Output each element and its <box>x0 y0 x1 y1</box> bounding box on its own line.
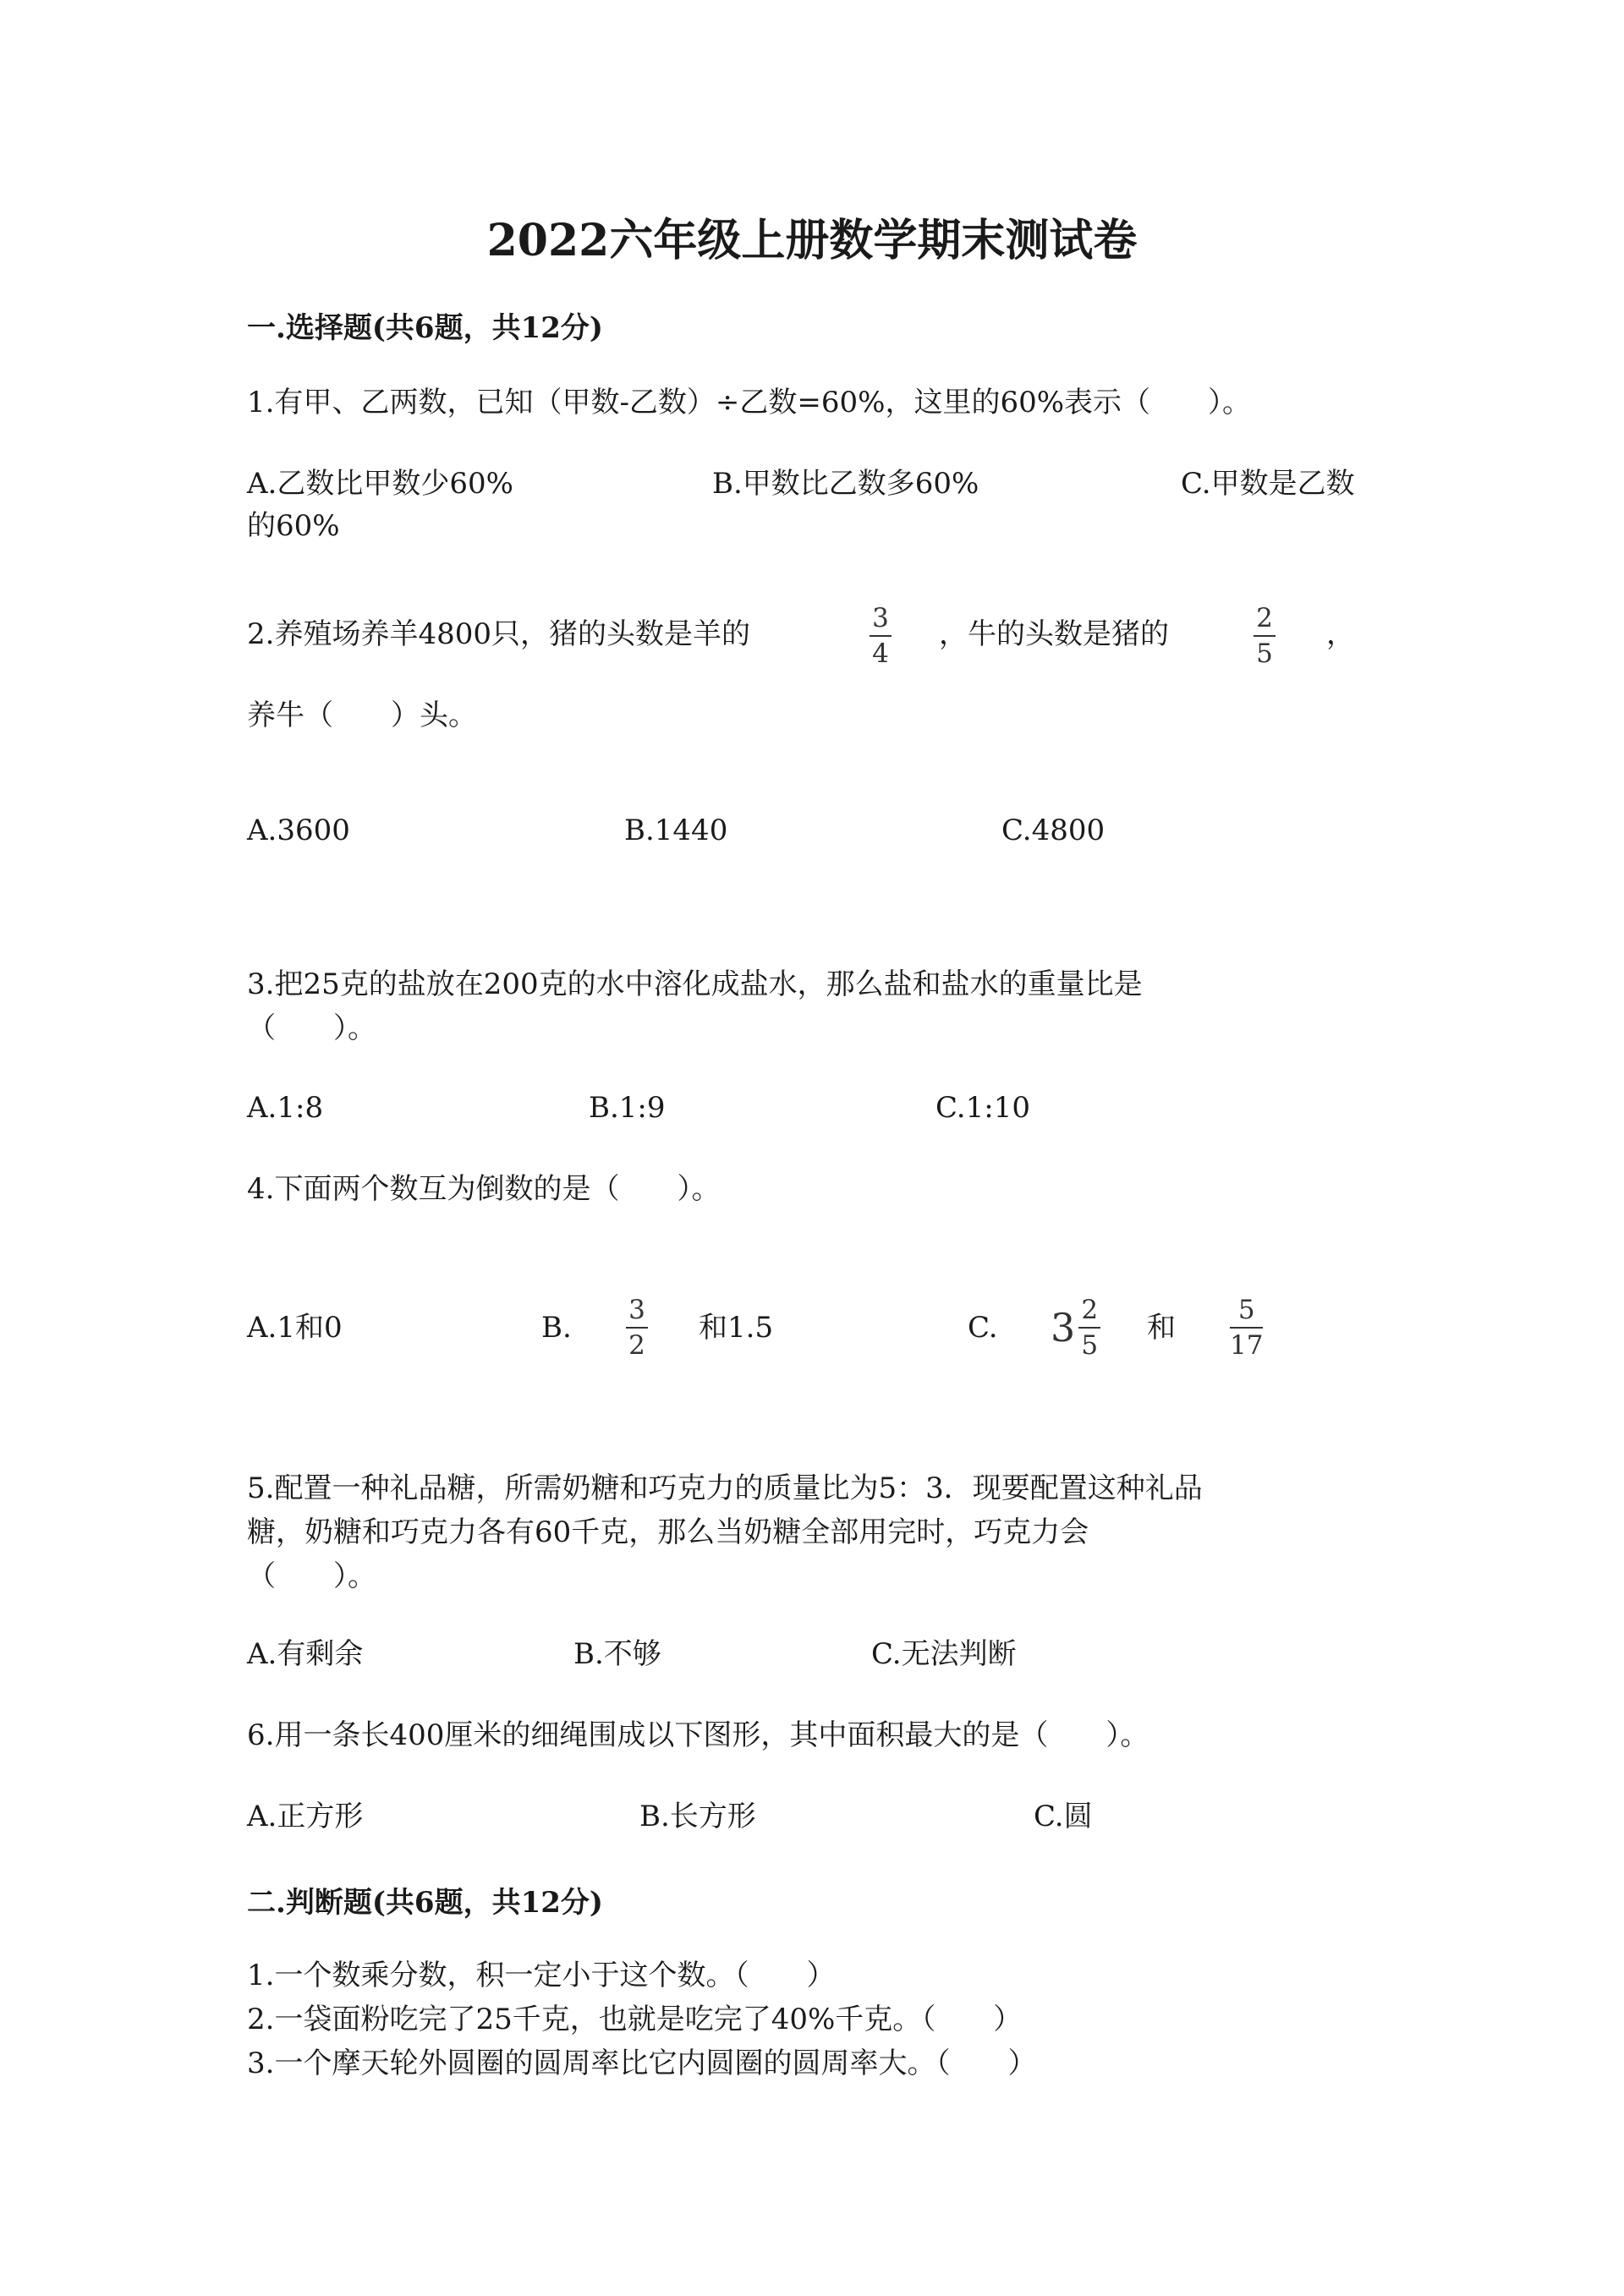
q4-stem: 4.下面两个数互为倒数的是（ ）。 <box>247 1172 721 1206</box>
fraction-numerator: 3 <box>872 603 889 633</box>
fraction-denominator: 5 <box>1256 638 1273 669</box>
q5-option-a: A.有剩余 <box>247 1637 364 1671</box>
q4-option-b-fraction <box>626 1296 648 1360</box>
q2-stem-part3: ， <box>1326 617 1355 651</box>
q4-option-b-label: B. <box>541 1311 572 1345</box>
q1-option-c: C.甲数是乙数 <box>1181 467 1355 501</box>
q2-stem-line2: 养牛（ ）头。 <box>247 699 477 732</box>
q3-option-a: A.1:8 <box>247 1091 324 1125</box>
q2-fraction-2-5 <box>1254 604 1276 668</box>
q2-stem-part1: 2.养殖场养羊4800只，猪的头数是羊的 <box>247 617 750 651</box>
q6-option-a: A.正方形 <box>247 1800 364 1833</box>
fraction-numerator: 2 <box>1256 603 1273 633</box>
q3-option-c: C.1:10 <box>935 1091 1030 1125</box>
judgement-item-1: 1.一个数乘分数，积一定小于这个数。（ ） <box>247 1959 836 1992</box>
section-header-choice: 一.选择题(共6题，共12分) <box>247 311 603 345</box>
q4-option-c-mixed-number <box>1051 1296 1100 1360</box>
q4-option-c-fraction-5-17 <box>1230 1296 1263 1360</box>
q1-stem: 1.有甲、乙两数，已知（甲数-乙数）÷乙数=60%，这里的60%表示（ ）。 <box>247 386 1252 419</box>
q3-stem-line2: （ ）。 <box>247 1011 376 1045</box>
q4-option-b-tail: 和1.5 <box>699 1311 774 1345</box>
fraction-denominator: 4 <box>872 638 889 669</box>
fraction-numerator: 5 <box>1237 1295 1255 1325</box>
q5-stem-line2: 糖，奶糖和巧克力各有60千克，那么当奶糖全部用完时，巧克力会 <box>247 1515 1089 1549</box>
q1-option-b: B.甲数比乙数多60% <box>712 467 979 501</box>
q2-fraction-3-4 <box>870 604 892 668</box>
fraction-bar <box>1254 635 1276 637</box>
q2-stem-part2: ，牛的头数是猪的 <box>939 617 1169 651</box>
q4-option-c-and: 和 <box>1147 1311 1176 1345</box>
q1-option-a: A.乙数比甲数少60% <box>247 467 513 501</box>
q2-option-a: A.3600 <box>247 814 350 847</box>
q5-option-c: C.无法判断 <box>871 1637 1017 1671</box>
fraction-denominator: 2 <box>628 1330 645 1361</box>
q6-option-c: C.圆 <box>1034 1800 1093 1833</box>
q2-option-b: B.1440 <box>624 814 728 847</box>
q4-option-a: A.1和0 <box>247 1311 343 1345</box>
fraction-denominator: 17 <box>1230 1330 1264 1361</box>
q6-option-b: B.长方形 <box>639 1800 756 1833</box>
q6-stem: 6.用一条长400厘米的细绳围成以下图形，其中面积最大的是（ ）。 <box>247 1718 1149 1752</box>
section-header-judgement: 二.判断题(共6题，共12分) <box>247 1886 603 1920</box>
q4-option-c-label: C. <box>968 1311 998 1345</box>
fraction-bar <box>626 1327 648 1329</box>
q5-stem-line3: （ ）。 <box>247 1559 376 1593</box>
judgement-item-3: 3.一个摩天轮外圆圈的圆周率比它内圆圈的圆周率大。（ ） <box>247 2047 1037 2080</box>
q3-option-b: B.1:9 <box>589 1091 666 1125</box>
q5-stem-line1: 5.配置一种礼品糖，所需奶糖和巧克力的质量比为5：3．现要配置这种礼品 <box>247 1471 1203 1505</box>
q2-option-c: C.4800 <box>1001 814 1106 847</box>
q3-stem: 3.把25克的盐放在200克的水中溶化成盐水，那么盐和盐水的重量比是 <box>247 967 1143 1001</box>
mixed-whole: 3 <box>1051 1305 1076 1351</box>
fraction-bar <box>1230 1327 1263 1329</box>
fraction-numerator: 3 <box>628 1295 645 1325</box>
q5-option-b: B.不够 <box>573 1637 661 1671</box>
judgement-item-2: 2.一袋面粉吃完了25千克，也就是吃完了40%千克。（ ） <box>247 2003 1023 2036</box>
q1-option-c-continued: 的60% <box>247 509 340 543</box>
page-title: 2022六年级上册数学期末测试卷 <box>486 215 1138 266</box>
fraction-denominator: 5 <box>1081 1330 1099 1361</box>
fraction-numerator: 2 <box>1081 1295 1099 1325</box>
fraction-bar <box>870 635 892 637</box>
fraction-bar <box>1078 1327 1100 1329</box>
mixed-fraction <box>1078 1296 1100 1360</box>
